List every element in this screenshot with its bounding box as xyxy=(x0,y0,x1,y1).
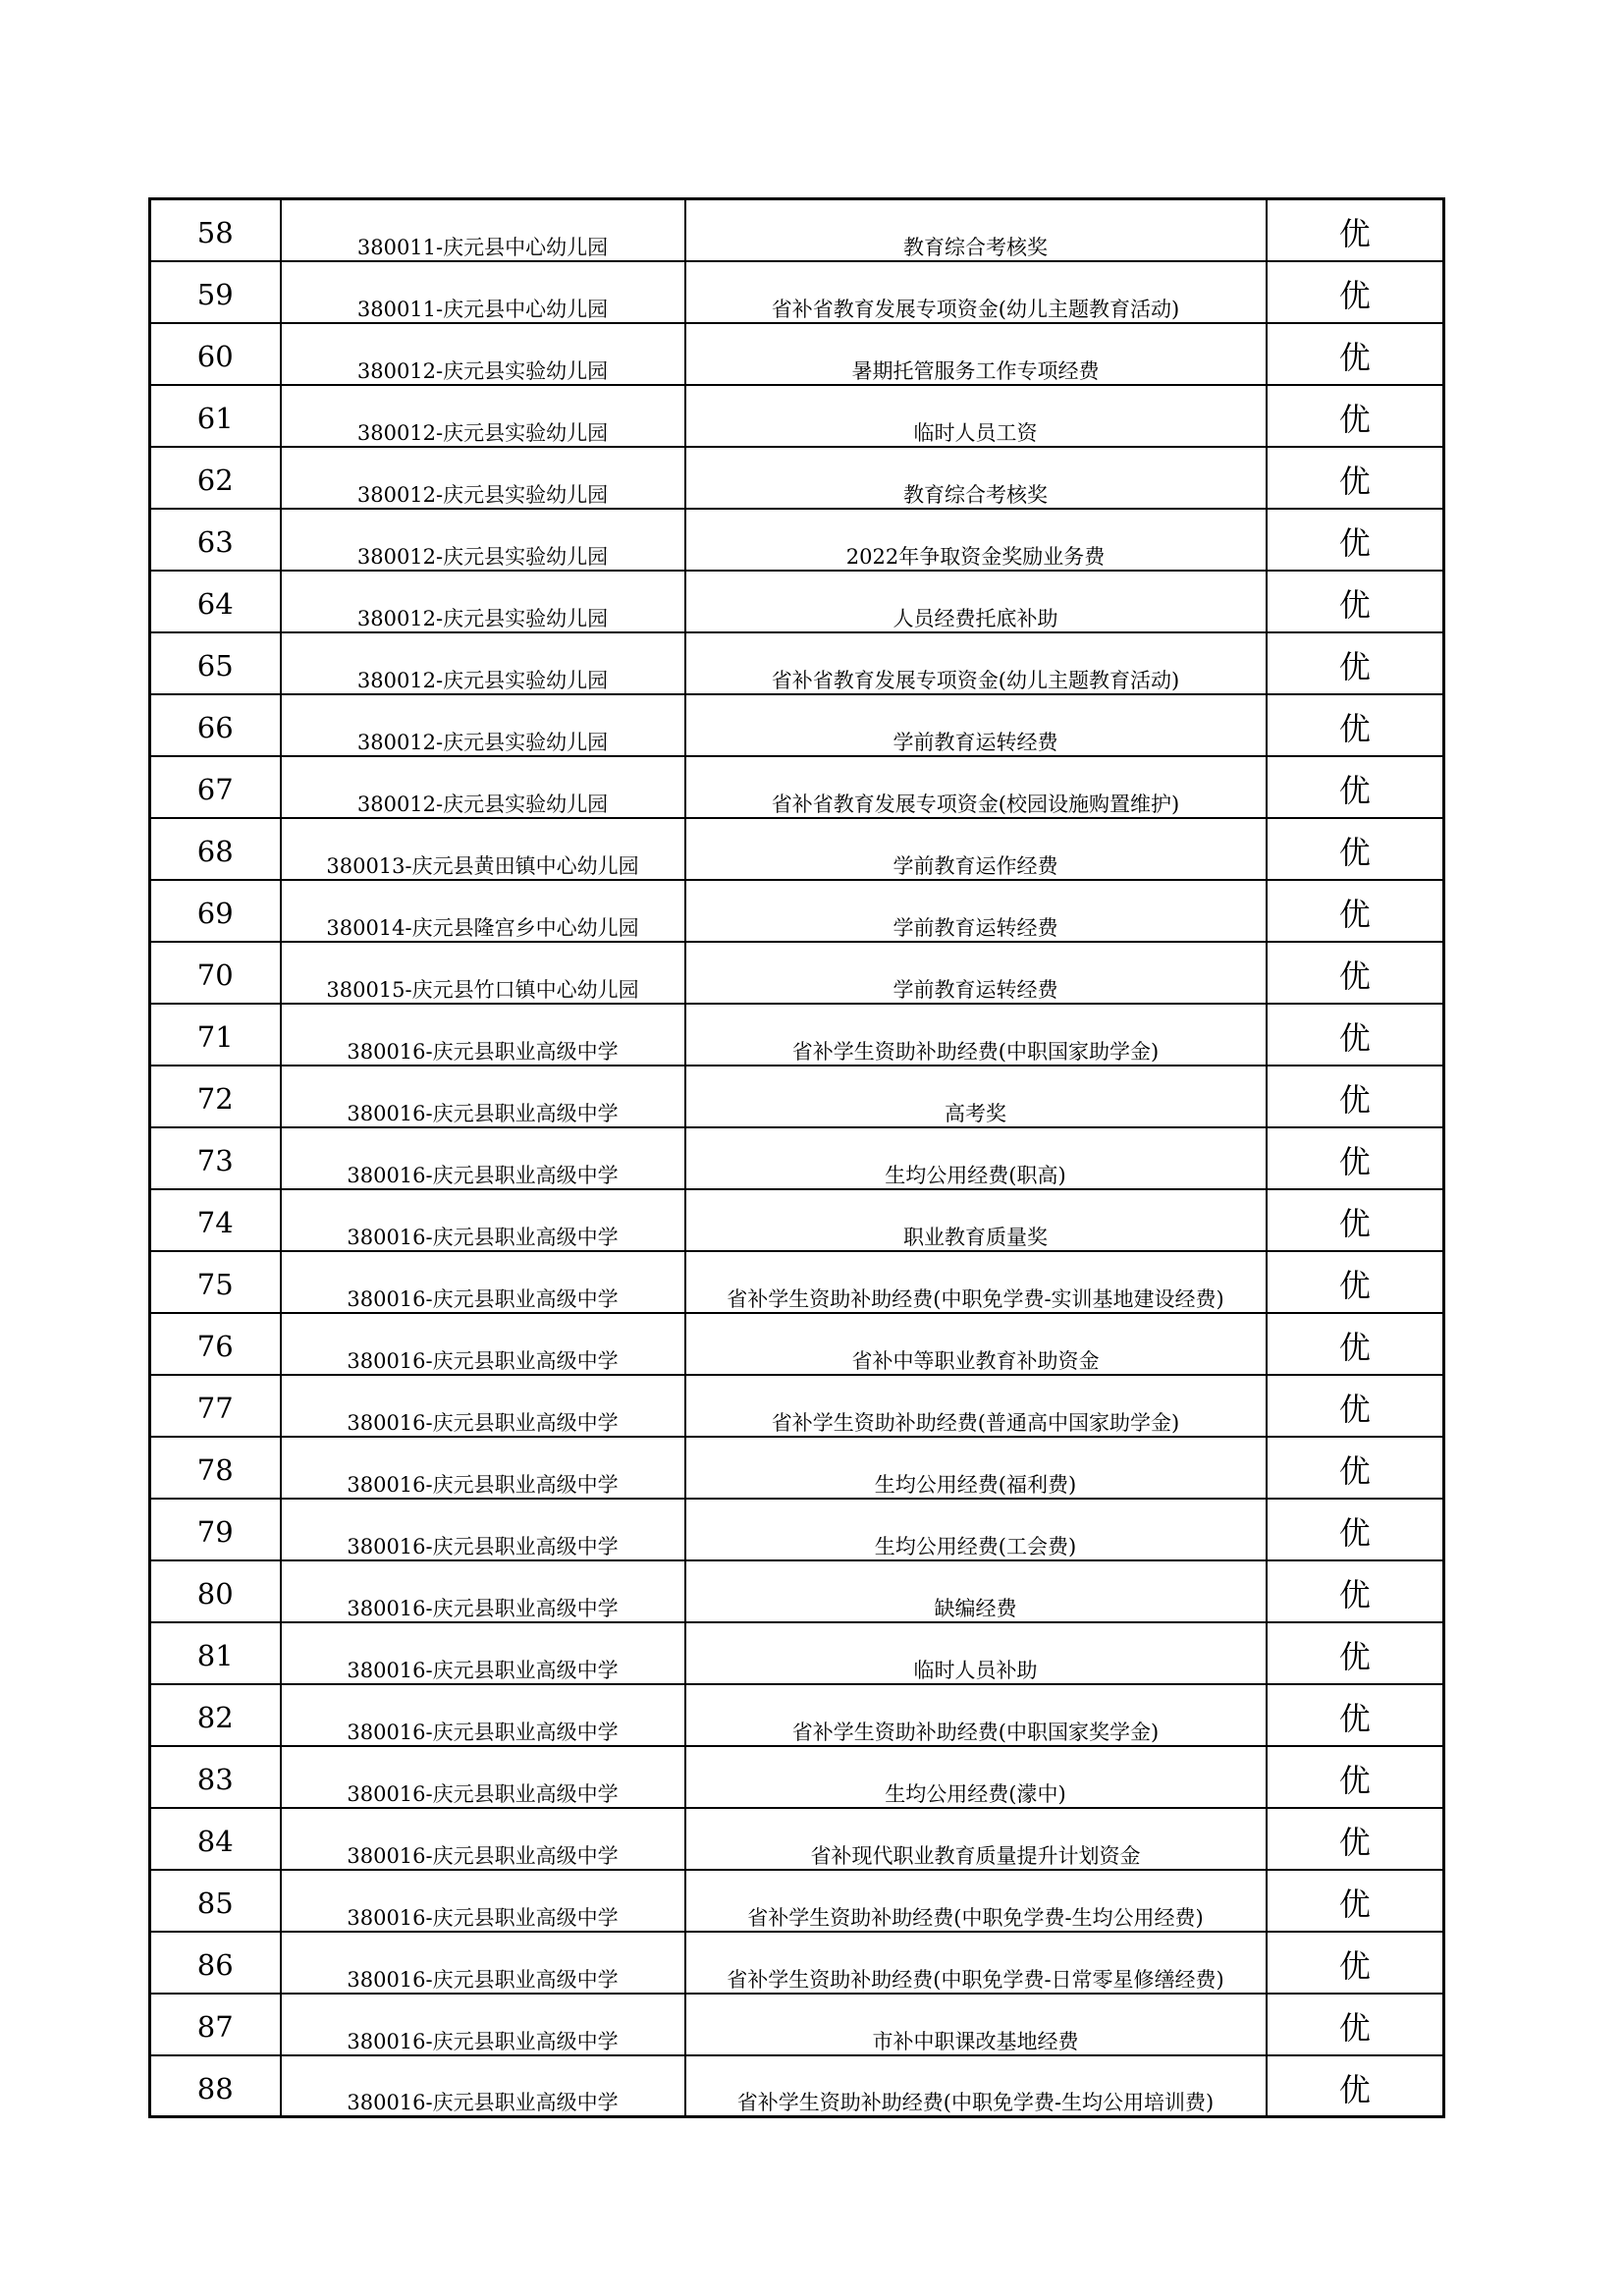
project-name-cell: 省补学生资助补助经费(中职国家助学金) xyxy=(685,1004,1267,1066)
project-name-cell: 教育综合考核奖 xyxy=(685,447,1267,509)
project-name-cell: 2022年争取资金奖励业务费 xyxy=(685,509,1267,571)
row-number-cell: 78 xyxy=(150,1437,281,1499)
table-row xyxy=(150,632,1444,694)
row-number-cell: 72 xyxy=(150,1066,281,1127)
grade-cell: 优 xyxy=(1267,818,1444,880)
grade-cell: 优 xyxy=(1267,1746,1444,1808)
unit-name-cell: 380013-庆元县黄田镇中心幼儿园 xyxy=(281,818,685,880)
unit-name-cell: 380012-庆元县实验幼儿园 xyxy=(281,509,685,571)
table-row xyxy=(150,1004,1444,1066)
evaluation-table xyxy=(148,197,1445,2118)
row-number-cell: 81 xyxy=(150,1622,281,1684)
unit-name-cell: 380016-庆元县职业高级中学 xyxy=(281,1684,685,1746)
table-row xyxy=(150,261,1444,323)
row-number-cell: 74 xyxy=(150,1189,281,1251)
row-number-cell: 73 xyxy=(150,1127,281,1189)
table-row xyxy=(150,1127,1444,1189)
table-row xyxy=(150,1499,1444,1560)
project-name-cell: 省补省教育发展专项资金(幼儿主题教育活动) xyxy=(685,632,1267,694)
grade-cell: 优 xyxy=(1267,1560,1444,1622)
grade-cell: 优 xyxy=(1267,323,1444,385)
project-name-cell: 缺编经费 xyxy=(685,1560,1267,1622)
grade-cell: 优 xyxy=(1267,1066,1444,1127)
project-name-cell: 临时人员补助 xyxy=(685,1622,1267,1684)
table-row xyxy=(150,1066,1444,1127)
row-number-cell: 59 xyxy=(150,261,281,323)
table-row xyxy=(150,1189,1444,1251)
row-number-cell: 67 xyxy=(150,756,281,818)
table-row xyxy=(150,1437,1444,1499)
unit-name-cell: 380016-庆元县职业高级中学 xyxy=(281,1127,685,1189)
grade-cell: 优 xyxy=(1267,1004,1444,1066)
unit-name-cell: 380016-庆元县职业高级中学 xyxy=(281,1313,685,1375)
project-name-cell: 市补中职课改基地经费 xyxy=(685,1994,1267,2055)
project-name-cell: 学前教育运作经费 xyxy=(685,818,1267,880)
project-name-cell: 省补学生资助补助经费(中职免学费-生均公用培训费) xyxy=(685,2055,1267,2117)
table-row xyxy=(150,323,1444,385)
grade-cell: 优 xyxy=(1267,447,1444,509)
unit-name-cell: 380012-庆元县实验幼儿园 xyxy=(281,756,685,818)
project-name-cell: 生均公用经费(工会费) xyxy=(685,1499,1267,1560)
grade-cell: 优 xyxy=(1267,632,1444,694)
table-row xyxy=(150,1746,1444,1808)
row-number-cell: 82 xyxy=(150,1684,281,1746)
project-name-cell: 学前教育运转经费 xyxy=(685,942,1267,1004)
unit-name-cell: 380012-庆元县实验幼儿园 xyxy=(281,632,685,694)
row-number-cell: 58 xyxy=(150,199,281,261)
project-name-cell: 省补学生资助补助经费(中职免学费-生均公用经费) xyxy=(685,1870,1267,1932)
table-row xyxy=(150,199,1444,261)
grade-cell: 优 xyxy=(1267,571,1444,632)
table-row xyxy=(150,447,1444,509)
evaluation-table-body xyxy=(150,199,1444,2117)
project-name-cell: 省补现代职业教育质量提升计划资金 xyxy=(685,1808,1267,1870)
grade-cell: 优 xyxy=(1267,1684,1444,1746)
row-number-cell: 68 xyxy=(150,818,281,880)
grade-cell: 优 xyxy=(1267,1499,1444,1560)
table-row xyxy=(150,880,1444,942)
unit-name-cell: 380016-庆元县职业高级中学 xyxy=(281,1746,685,1808)
table-row xyxy=(150,571,1444,632)
unit-name-cell: 380016-庆元县职业高级中学 xyxy=(281,1066,685,1127)
unit-name-cell: 380016-庆元县职业高级中学 xyxy=(281,2055,685,2117)
project-name-cell: 省补省教育发展专项资金(幼儿主题教育活动) xyxy=(685,261,1267,323)
table-row xyxy=(150,1251,1444,1313)
grade-cell: 优 xyxy=(1267,1994,1444,2055)
unit-name-cell: 380016-庆元县职业高级中学 xyxy=(281,1932,685,1994)
grade-cell: 优 xyxy=(1267,1375,1444,1437)
project-name-cell: 生均公用经费(濛中) xyxy=(685,1746,1267,1808)
unit-name-cell: 380016-庆元县职业高级中学 xyxy=(281,1375,685,1437)
table-row xyxy=(150,1313,1444,1375)
table-row xyxy=(150,1932,1444,1994)
project-name-cell: 教育综合考核奖 xyxy=(685,199,1267,261)
row-number-cell: 69 xyxy=(150,880,281,942)
project-name-cell: 临时人员工资 xyxy=(685,385,1267,447)
project-name-cell: 省补学生资助补助经费(普通高中国家助学金) xyxy=(685,1375,1267,1437)
row-number-cell: 84 xyxy=(150,1808,281,1870)
row-number-cell: 71 xyxy=(150,1004,281,1066)
row-number-cell: 63 xyxy=(150,509,281,571)
grade-cell: 优 xyxy=(1267,756,1444,818)
project-name-cell: 暑期托管服务工作专项经费 xyxy=(685,323,1267,385)
row-number-cell: 87 xyxy=(150,1994,281,2055)
grade-cell: 优 xyxy=(1267,2055,1444,2117)
project-name-cell: 省补学生资助补助经费(中职免学费-日常零星修缮经费) xyxy=(685,1932,1267,1994)
unit-name-cell: 380012-庆元县实验幼儿园 xyxy=(281,694,685,756)
grade-cell: 优 xyxy=(1267,942,1444,1004)
row-number-cell: 65 xyxy=(150,632,281,694)
table-row xyxy=(150,1808,1444,1870)
project-name-cell: 省补学生资助补助经费(中职免学费-实训基地建设经费) xyxy=(685,1251,1267,1313)
project-name-cell: 生均公用经费(职高) xyxy=(685,1127,1267,1189)
table-row xyxy=(150,694,1444,756)
row-number-cell: 66 xyxy=(150,694,281,756)
table-row xyxy=(150,1870,1444,1932)
table-row xyxy=(150,818,1444,880)
row-number-cell: 88 xyxy=(150,2055,281,2117)
project-name-cell: 生均公用经费(福利费) xyxy=(685,1437,1267,1499)
row-number-cell: 64 xyxy=(150,571,281,632)
grade-cell: 优 xyxy=(1267,199,1444,261)
unit-name-cell: 380016-庆元县职业高级中学 xyxy=(281,1870,685,1932)
project-name-cell: 职业教育质量奖 xyxy=(685,1189,1267,1251)
row-number-cell: 70 xyxy=(150,942,281,1004)
table-row xyxy=(150,385,1444,447)
unit-name-cell: 380011-庆元县中心幼儿园 xyxy=(281,261,685,323)
table-row xyxy=(150,1560,1444,1622)
unit-name-cell: 380012-庆元县实验幼儿园 xyxy=(281,571,685,632)
table-row xyxy=(150,509,1444,571)
grade-cell: 优 xyxy=(1267,1189,1444,1251)
grade-cell: 优 xyxy=(1267,261,1444,323)
grade-cell: 优 xyxy=(1267,1127,1444,1189)
unit-name-cell: 380016-庆元县职业高级中学 xyxy=(281,1004,685,1066)
table-row xyxy=(150,942,1444,1004)
unit-name-cell: 380012-庆元县实验幼儿园 xyxy=(281,385,685,447)
grade-cell: 优 xyxy=(1267,694,1444,756)
row-number-cell: 80 xyxy=(150,1560,281,1622)
table-row xyxy=(150,756,1444,818)
table-row xyxy=(150,1622,1444,1684)
project-name-cell: 人员经费托底补助 xyxy=(685,571,1267,632)
unit-name-cell: 380016-庆元县职业高级中学 xyxy=(281,1437,685,1499)
project-name-cell: 省补中等职业教育补助资金 xyxy=(685,1313,1267,1375)
project-name-cell: 学前教育运转经费 xyxy=(685,880,1267,942)
unit-name-cell: 380016-庆元县职业高级中学 xyxy=(281,1189,685,1251)
row-number-cell: 85 xyxy=(150,1870,281,1932)
unit-name-cell: 380016-庆元县职业高级中学 xyxy=(281,1808,685,1870)
row-number-cell: 62 xyxy=(150,447,281,509)
unit-name-cell: 380012-庆元县实验幼儿园 xyxy=(281,447,685,509)
row-number-cell: 60 xyxy=(150,323,281,385)
grade-cell: 优 xyxy=(1267,1437,1444,1499)
row-number-cell: 77 xyxy=(150,1375,281,1437)
project-name-cell: 省补学生资助补助经费(中职国家奖学金) xyxy=(685,1684,1267,1746)
grade-cell: 优 xyxy=(1267,1932,1444,1994)
project-name-cell: 高考奖 xyxy=(685,1066,1267,1127)
row-number-cell: 61 xyxy=(150,385,281,447)
row-number-cell: 83 xyxy=(150,1746,281,1808)
unit-name-cell: 380012-庆元县实验幼儿园 xyxy=(281,323,685,385)
unit-name-cell: 380016-庆元县职业高级中学 xyxy=(281,1994,685,2055)
grade-cell: 优 xyxy=(1267,1870,1444,1932)
table-row xyxy=(150,1375,1444,1437)
table-row xyxy=(150,1994,1444,2055)
unit-name-cell: 380016-庆元县职业高级中学 xyxy=(281,1560,685,1622)
row-number-cell: 86 xyxy=(150,1932,281,1994)
project-name-cell: 省补省教育发展专项资金(校园设施购置维护) xyxy=(685,756,1267,818)
table-row xyxy=(150,1684,1444,1746)
row-number-cell: 75 xyxy=(150,1251,281,1313)
unit-name-cell: 380016-庆元县职业高级中学 xyxy=(281,1251,685,1313)
grade-cell: 优 xyxy=(1267,1622,1444,1684)
grade-cell: 优 xyxy=(1267,509,1444,571)
grade-cell: 优 xyxy=(1267,385,1444,447)
row-number-cell: 76 xyxy=(150,1313,281,1375)
project-name-cell: 学前教育运转经费 xyxy=(685,694,1267,756)
row-number-cell: 79 xyxy=(150,1499,281,1560)
unit-name-cell: 380016-庆元县职业高级中学 xyxy=(281,1499,685,1560)
grade-cell: 优 xyxy=(1267,1251,1444,1313)
unit-name-cell: 380016-庆元县职业高级中学 xyxy=(281,1622,685,1684)
unit-name-cell: 380014-庆元县隆宫乡中心幼儿园 xyxy=(281,880,685,942)
grade-cell: 优 xyxy=(1267,880,1444,942)
unit-name-cell: 380015-庆元县竹口镇中心幼儿园 xyxy=(281,942,685,1004)
grade-cell: 优 xyxy=(1267,1313,1444,1375)
unit-name-cell: 380011-庆元县中心幼儿园 xyxy=(281,199,685,261)
grade-cell: 优 xyxy=(1267,1808,1444,1870)
table-row xyxy=(150,2055,1444,2117)
